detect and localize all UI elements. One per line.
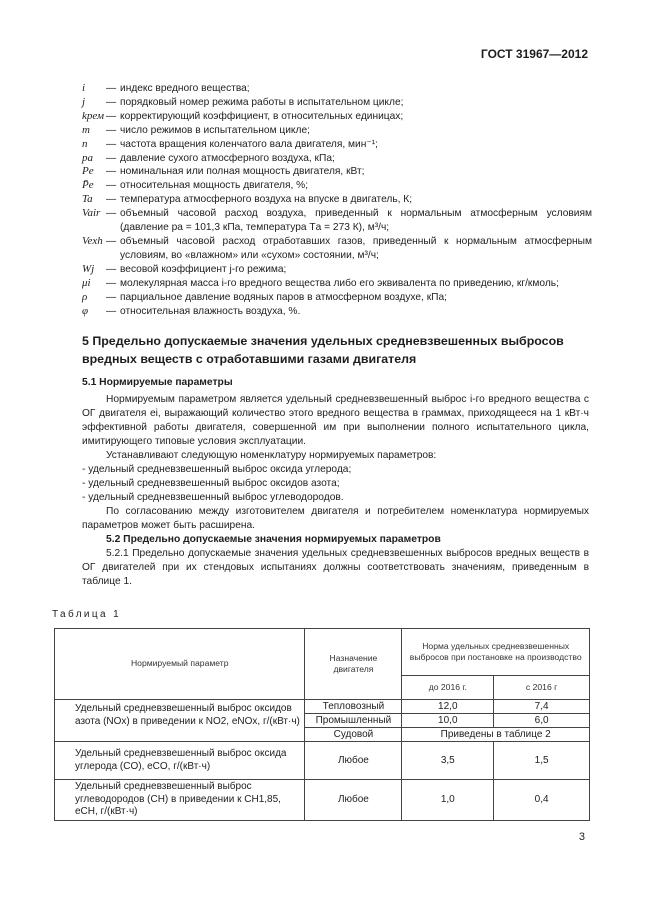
cell-value: 12,0 xyxy=(402,700,494,714)
list-item: - удельный средневзвешенный выброс оксидов азота; xyxy=(82,478,340,489)
subsection-title: 5.2 Предельно допускаемые значения нормируемых параметров xyxy=(106,534,441,545)
definition-item: φ — относительная влажность воздуха, %. xyxy=(82,305,592,319)
definition-symbol: P̄e xyxy=(82,179,94,192)
definition-text: относительная мощность двигателя, %; xyxy=(120,180,309,192)
cell-value: 1,5 xyxy=(494,742,590,780)
definition-symbol: j xyxy=(82,95,86,108)
definition-symbol: ρ xyxy=(82,290,88,303)
list-item: - удельный средневзвешенный выброс оксида углерода; xyxy=(82,464,352,475)
emissions-table xyxy=(54,628,590,821)
definition-text: температура атмосферного воздуха на впуске в двигатель, К; xyxy=(120,194,413,206)
definition-text: корректирующий коэффициент, в относительных единицах; xyxy=(120,110,404,122)
cell-purpose: Промышленный xyxy=(305,714,402,728)
section-body xyxy=(82,393,589,589)
definition-text: частота вращения коленчатого вала двигателя, мин⁻¹; xyxy=(120,138,378,150)
definition-symbol: Vair xyxy=(82,207,101,220)
header-param: Нормируемый параметр xyxy=(55,629,305,700)
definition-symbol: Vexh xyxy=(82,234,103,247)
cell-value: 6,0 xyxy=(494,714,590,728)
cell-purpose: Любое xyxy=(305,742,402,780)
cell-value: 10,0 xyxy=(402,714,494,728)
definition-text: порядковый номер режима работы в испытательном цикле; xyxy=(120,96,404,108)
definition-symbol: n xyxy=(82,137,88,150)
paragraph: 5.2.1 Предельно допускаемые значения удельных средневзвешенных выбросов вредных веществ в ОГ двигателей при их стендовых испытаниях должны соответствовать значениям, приведенным в таблице 1. xyxy=(82,548,589,587)
definition-text: давление сухого атмосферного воздуха, кПа; xyxy=(120,152,335,164)
definition-text: номинальная или полная мощность двигателя, кВт; xyxy=(120,166,365,178)
definition-item: Wj — весовой коэффициент j-го режима; xyxy=(82,263,592,277)
cell-value: Приведены в таблице 2 xyxy=(402,728,590,742)
definition-item: i — индекс вредного вещества; xyxy=(82,82,592,96)
definition-item: Ta — температура атмосферного воздуха на впуске в двигатель, К; xyxy=(82,193,592,207)
definition-symbol: m xyxy=(82,123,90,136)
definitions-list xyxy=(82,82,592,318)
paragraph: Устанавливают следующую номенклатуру нормируемых параметров: xyxy=(106,450,437,461)
definition-item: Vair — объемный часовой расход воздуха, приведенный к нормальным атмосферным условиям (давление pа = 101,3 кПа, температура Tа = 273 К), м³/ч; xyxy=(82,207,592,234)
definition-item: kрем — корректирующий коэффициент, в относительных единицах; xyxy=(82,110,592,124)
header-norms: Норма удельных средневзвешенных выбросов при постановке на производство xyxy=(402,629,590,676)
header-from-2016: с 2016 г xyxy=(494,676,590,700)
document-code: ГОСТ 31967—2012 xyxy=(480,47,588,61)
definition-item: ρ — парциальное давление водяных паров в атмосферном воздухе, кПа; xyxy=(82,291,592,305)
definition-text: индекс вредного вещества; xyxy=(120,83,250,94)
definition-item: j — порядковый номер режима работы в испытательном цикле; xyxy=(82,96,592,110)
table-row-co-param: Удельный средневзвешенный выброс оксида углерода (CO), eCO, г/(кВт·ч) xyxy=(55,742,305,780)
list-item: - удельный средневзвешенный выброс углеводородов. xyxy=(82,492,344,503)
definition-text: относительная влажность воздуха, %. xyxy=(120,305,301,317)
cell-value: 1,0 xyxy=(402,780,494,821)
definition-symbol: μi xyxy=(82,276,91,289)
cell-value: 3,5 xyxy=(402,742,494,780)
section-title: 5 Предельно допускаемые значения удельных средневзвешенных выбросов вредных веществ с отработавшими газами двигателя xyxy=(82,334,564,366)
paragraph: Нормируемым параметром является удельный средневзвешенный выброс i-го вредного вещества с ОГ двигателя ei, выражающий количество этого вредного вещества в граммах, приходящееся на 1 кВт·ч эффективной работы двигателя, совершенной им при выполнении полного испытательного цикла, имитирующего типовые условия эксплуатации. xyxy=(82,394,589,447)
definition-item: Vexh — объемный часовой расход отработавших газов, приведенный к нормальным атмосферным условиям, во «влажном» или «сухом» состоянии, м³/ч; xyxy=(82,234,592,261)
definition-text: число режимов в испытательном цикле; xyxy=(120,124,310,136)
table-row-ch-param: Удельный средневзвешенный выброс углеводородов (CH) в приведении к CH1,85, eCH, г/(кВт·ч) xyxy=(55,780,305,821)
definition-text: парциальное давление водяных паров в атмосферном воздухе, кПа; xyxy=(120,291,447,303)
definition-symbol: Ta xyxy=(82,193,93,206)
definition-item: P̄e — относительная мощность двигателя, %; xyxy=(82,179,592,193)
definition-item: Pe — номинальная или полная мощность двигателя, кВт; xyxy=(82,165,592,179)
definition-symbol: kрем xyxy=(82,109,105,122)
definition-text: молекулярная масса i-го вредного вещества либо его эквивалента по приведению, кг/кмоль; xyxy=(120,277,559,289)
paragraph: По согласованию между изготовителем двигателя и потребителем номенклатура нормируемых параметров может быть расширена. xyxy=(82,506,589,531)
definition-text: объемный часовой расход отработавших газов, приведенный к нормальным атмосферным условиям, во «влажном» или «сухом» состоянии, м³/ч; xyxy=(120,235,592,261)
definition-symbol: Wj xyxy=(82,262,95,275)
header-purpose: Назначение двигателя xyxy=(305,629,402,700)
definition-text: объемный часовой расход воздуха, приведенный к нормальным атмосферным условиям (давление pа = 101,3 кПа, температура Tа = 273 К), м³/ч; xyxy=(120,208,592,234)
definition-symbol: φ xyxy=(82,304,89,317)
definition-symbol: Pe xyxy=(82,165,94,178)
definition-item: μi — молекулярная масса i-го вредного вещества либо его эквивалента по приведению, кг/кмоль; xyxy=(82,277,592,291)
definition-symbol: i xyxy=(82,82,86,94)
cell-purpose: Тепловозный xyxy=(305,700,402,714)
definition-symbol: pa xyxy=(82,151,93,164)
definition-item: pa — давление сухого атмосферного воздуха, кПа; xyxy=(82,152,592,166)
cell-purpose: Любое xyxy=(305,780,402,821)
cell-value: 7,4 xyxy=(494,700,590,714)
definition-text: весовой коэффициент j-го режима; xyxy=(120,263,287,275)
definition-item: m — число режимов в испытательном цикле; xyxy=(82,124,592,138)
cell-purpose: Судовой xyxy=(305,728,402,742)
page-number: 3 xyxy=(578,831,585,843)
table-caption: Таблица 1 xyxy=(52,609,122,620)
definition-item: n — частота вращения коленчатого вала двигателя, мин⁻¹; xyxy=(82,138,592,152)
header-until-2016: до 2016 г. xyxy=(402,676,494,700)
cell-value: 0,4 xyxy=(494,780,590,821)
table-row-nox-param: Удельный средневзвешенный выброс оксидов азота (NOx) в приведении к NO2, eNOx, г/(кВт·ч) xyxy=(55,700,305,742)
subsection-title: 5.1 Нормируемые параметры xyxy=(82,377,233,388)
